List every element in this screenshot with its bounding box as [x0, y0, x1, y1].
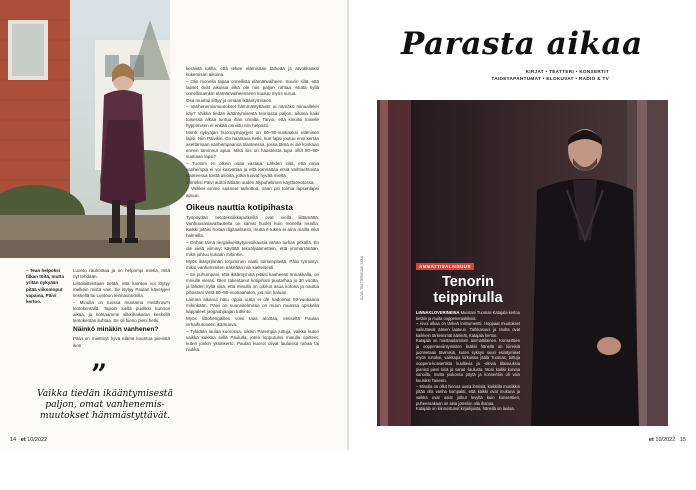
paragraph: Liittolaitteistaan tietää, että luontoa voi löytyy melkein mistä vain. Se löytyy Paulan kävelyjen keskellä tai Lontoon leirinauraimilla. [73, 280, 170, 299]
paragraph: Katajala on kiinnostunut kirjailijoista, hänellä on laulaa. [416, 406, 515, 412]
category-list [409, 69, 609, 83]
photo-credit: KUVA: TEATTERIKUVA / MIKA [360, 255, 364, 300]
magazine-brand: et [648, 437, 654, 443]
pull-quote: Vaikka tiedän ikääntymisestä paljon, omat vanhenemis- muutokset hämmästyttävät. [37, 388, 173, 422]
lead-column [73, 268, 170, 349]
middle-column [186, 66, 319, 354]
page-number: 14 [10, 437, 17, 443]
folio-left [10, 437, 47, 443]
paragraph: – Minulla on ollut hienoa uusia ihmisiä, kaikkilla musiikkin pitää olla vanha kompakti, että kaikki ovat mukana ja vaikka ovat asiat jotkut levyltä kuin konserttien, puheessakaan on aina jotenkin olla ihanaa. [416, 383, 520, 406]
issue-number: 10/2022 [27, 437, 48, 443]
paragraph: – Minulla on tuossa muutama Heathrow'n lentokentällä. Tapoin siellä puoliksi kunnoa aikaa, ja kohtaamme silkkihaikaran keskellä lentokentän liuhtaa. Se oli hieno pieni hetki. [73, 299, 170, 324]
paragraph: Myös ikäsyrjinnän torjuminen vaatii toimenpiteitä. Päivi tyrmistyi, miksi vanhemmiten näkeään niin kielteisesti. [186, 258, 319, 271]
folio-right [649, 437, 686, 443]
paragraph: Monti nykyajan huonoympyrjyöt on 80–90-vuotiaaksi elämisen lapsi. Niin Päivikin. On haastava hetki, kun lapsi joutuu ensi kertaa asettamaan vanhempaansa tilanteessa, jossa tämä ei ole koskaan ennen tarvinnut apua. Mikä siis on haasteista tupa ollut 80–90-vuotiaan lapsi? [186, 129, 319, 160]
left-page [0, 0, 347, 450]
feature-headline: Tenorin teippirulla [433, 274, 503, 306]
section-tag: AMMATTISALAISUUS [416, 263, 474, 270]
paragraph: Luonto rauhoittaa ja on helpompi mietiä, mitä nyt tehdään. [73, 268, 170, 280]
paragraph: Osa muuttui liittyy jo omaan ikääntymiseen. [186, 97, 273, 103]
paragraph: Työpöydän tietotekniikkaputkeillä ovat viellä liittämättä. Vanhuusasiavaltuutelta on samat huolet kuin monella muulla. Kaikki pitäisi hoitaa digitaalisesti, mutta it-tukea ei aina mailla eikä halmella. [186, 214, 319, 239]
section-title: Parasta aikaa [401, 26, 643, 62]
paragraph: – Vaikkei emme saaneet tarkottua, vaan piti toimia lapsenlapsi apuun. [186, 186, 319, 198]
issue-number: 10/2022 [655, 437, 676, 443]
quote-mark-icon: ” [91, 358, 108, 391]
magazine-brand: et [20, 437, 26, 443]
category-line: TAIDETAPAHTUMAT • ELOKUVAT • RADIO & TV [491, 75, 609, 81]
paragraph: – Onhan tämä riergailveitäytyievsikausia vähän turhan pitkällä. En ole vielä viiminyt käyttää tekoälyaamettein, että ymmärränään, mikä johtuu kukaan mihinkin. [186, 239, 319, 258]
woman-garden-photo [0, 0, 170, 258]
paragraph: – Se puhumpani, että ikääntyminä pitäisi kaaheesti rinnakkalla, on minulle vieras. Olen rakentanut kotipihani puutarhaa jo 30 vuotta, ja lähden kyllä siitä, että minulla on oikeus asua kotona ja nauttia pihastani vielä 80–90-vuotiaanakin, jos niin haluan. [186, 271, 319, 296]
paragraph: Päivi on miettinyt hyvä elämä kuuntoa pienistä ikon [73, 336, 170, 348]
subheading: Oikeus nauttia kotipihasta [186, 201, 293, 212]
feature-overlay [416, 255, 520, 412]
paragraph: keräistä totilla, että tekee elämisään tärkeää ja arvokkaaksi kokemisan aikoina. [186, 66, 319, 78]
paragraph: – Aivoi alkaa on tärkeä instrumentti. Hoppaat muutokset vaikuttavat äänen laatuun. Tarkkasuus ja rauha ovat kaikkein tärkeimmät ääninät, Katajala kertoo. [416, 321, 520, 338]
photo-caption: – Tean helpoksi tilkan töitä, mutta yritän nykyään pitää viikonloput vapaina, Päivi kertoo. [26, 268, 65, 305]
paragraph: Myös liittohengäillen voisi taas aloittaa, entiseltä Paulan virhaihutuneen ikämuuva. [186, 315, 319, 327]
paragraph: – Vanhenemismuutokset hämmästyttävät: ai nämäkö minuallekin käy? Vaikka tiedän ikääntymisestä teoriassa paljon, aikana kaiki toisessa alkaa tuntua ihan omalta. Tarvoi, että kinuitsi toiselle hyppimisen ei enkää onnistu niin helposti. [186, 104, 319, 128]
right-page [349, 0, 696, 490]
intro-text: Muistani Tuomas Katajala kertoo tietäin ja muita ooppeneraskiksia. [416, 310, 520, 321]
paragraph: Katajala on miettaadamisen ammattilainen. Konserttien ja oopperaesiintymisten lisäksi hänellä on kiireisiä juonnetaan tävimisiä, kuten syksyn suuri esiintymiset myös runoksi, vaikkapa kirkoissa jäälä Tuomas, tuttuja ooppera-konsertista kuultavia ja -olevia tilaisuuksia pianisti pieni kiriä ja sanat -laulusta. Moni kaikki korvaa sanoilla, mutta joukossa pöytä ja konserttiin oli vain kuusiksi Tanesin. [416, 338, 520, 383]
feature-body [416, 310, 520, 412]
paragraph: – Olin monella tapaa onnellista elämänvaiheen. Suurin siitä, että lapset ovat aikuisia eikä ole niin paljon rahtaa. Mutta kyllä onnellisuenkin elämänvaiheenseen kuuluu myös surua. [186, 78, 319, 97]
paragraph: – Tuotom en olkein osaa vastata. Lähden siitä, että omia vanhempia ei voi kasvattaa ja että kannattaa etsiä vaihtoehtoista tilanteessa toistä asioita, jotka tuovat hyvää mieltä. [186, 160, 319, 179]
category-line: KIRJAT • TEATTERI • KONSERTIT [525, 69, 609, 74]
paragraph: – Tykkään laulaa kuorossa, oikein Parempia juttuja, vaikka kuten vaikka kukkaa sellä Paululla, joten lopputulos minulla opitteet, kuten jonkin yksinkerto. Paulan kuorot olivat lauluissa rahaa tai niukka. [186, 328, 319, 353]
paragraph [416, 310, 520, 321]
subheading: Näinkö minäkin vanhenen? [73, 326, 159, 334]
photo-caption: Tenori Tuomas Katajala laulaa Schubertia Joka on jo perheen kotiin Vuolisali Juhlaan 3.–25.6. [647, 458, 680, 490]
intro-caps: LINNAKLOVERINEINA [416, 310, 460, 315]
paragraph: Viimeksi Päivi auttoi äitiään uuden älypuhelimen käyttöönotossa. [186, 179, 315, 185]
paragraph: Laimea alkanut halu oppia uutta ei ole kadonnut 59-vuotiaana mihinkään. Päivi on suunnitelmissa on muun muassa opiskella kappaleet joogaohjaajan tutkinto. [186, 296, 319, 315]
page-number: 15 [679, 437, 686, 443]
